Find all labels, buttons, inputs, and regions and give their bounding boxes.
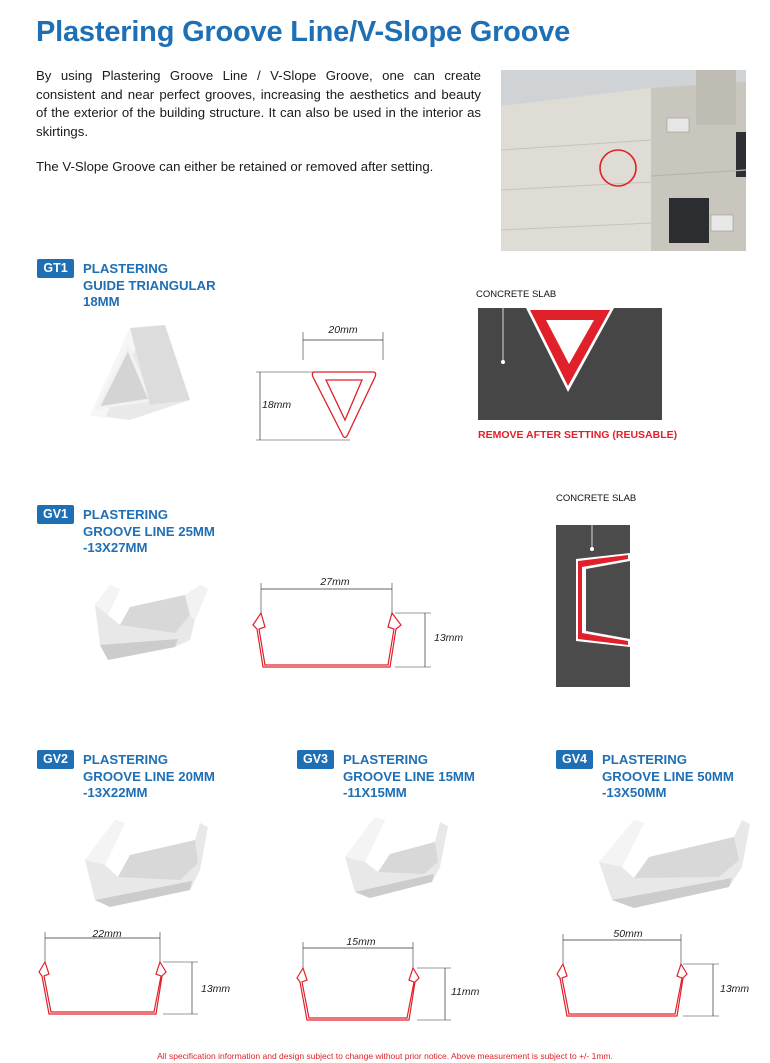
page-title: Plastering Groove Line/V-Slope Groove <box>36 16 571 48</box>
gv2-product-image <box>80 815 210 910</box>
gt1-product-image <box>80 320 200 430</box>
intro-note: The V-Slope Groove can either be retained or removed after setting. <box>36 159 434 174</box>
gv2-height-label: 13mm <box>201 983 231 995</box>
product-name-gv3: PLASTERING GROOVE LINE 15MM -11X15MM <box>343 752 475 800</box>
gt1-width-label: 20mm <box>328 324 358 336</box>
gv3-dimension-drawing <box>293 932 493 1027</box>
intro-paragraph: By using Plastering Groove Line / V-Slope Groove, one can create consistent and near perfect grooves, increasing the aesthetics and beauty of the exterior of the building structure. It can also be used in the interior as skirtings. <box>36 68 481 139</box>
disclaimer-footer: All specification information and design subject to change without prior notice. Above measurement is subject to +/- 1mm. <box>157 1051 613 1061</box>
gv2-width-label: 22mm <box>92 928 122 940</box>
product-name-gv1: PLASTERING GROOVE LINE 25MM -13X27MM <box>83 507 215 555</box>
gv4-height-label: 13mm <box>720 983 750 995</box>
product-code-gv2: GV2 <box>37 750 74 769</box>
gv3-width-label: 15mm <box>346 936 376 948</box>
product-name-gt1: PLASTERING GUIDE TRIANGULAR 18MM <box>83 261 216 309</box>
gv1-product-image <box>90 575 215 665</box>
gv4-dimension-drawing <box>553 928 763 1023</box>
product-name-gv2: PLASTERING GROOVE LINE 20MM -13X22MM <box>83 752 215 800</box>
gv1-width-label: 27mm <box>320 576 350 588</box>
product-code-gv1: GV1 <box>37 505 74 524</box>
product-name-gv4: PLASTERING GROOVE LINE 50MM -13X50MM <box>602 752 734 800</box>
gt1-height-label: 18mm <box>262 399 292 411</box>
product-code-gv3: GV3 <box>297 750 334 769</box>
gt1-dimension-drawing <box>250 320 390 445</box>
gt1-remove-note: REMOVE AFTER SETTING (REUSABLE) <box>478 429 678 441</box>
product-code-gv4: GV4 <box>556 750 593 769</box>
gt1-slab-label: CONCRETE SLAB <box>476 289 557 300</box>
gv4-width-label: 50mm <box>613 928 643 940</box>
gv4-product-image <box>594 812 754 912</box>
gv1-slab-label: CONCRETE SLAB <box>556 493 637 504</box>
gv1-dimension-drawing <box>245 575 470 675</box>
gt1-slab-illustration <box>478 300 662 420</box>
gv1-height-label: 13mm <box>434 632 464 644</box>
gv3-product-image <box>340 812 460 902</box>
building-photo <box>501 70 746 251</box>
product-code-gt1: GT1 <box>37 259 74 278</box>
gv2-dimension-drawing <box>35 928 235 1023</box>
gv3-height-label: 11mm <box>451 986 480 998</box>
gv1-slab-illustration <box>556 505 630 687</box>
